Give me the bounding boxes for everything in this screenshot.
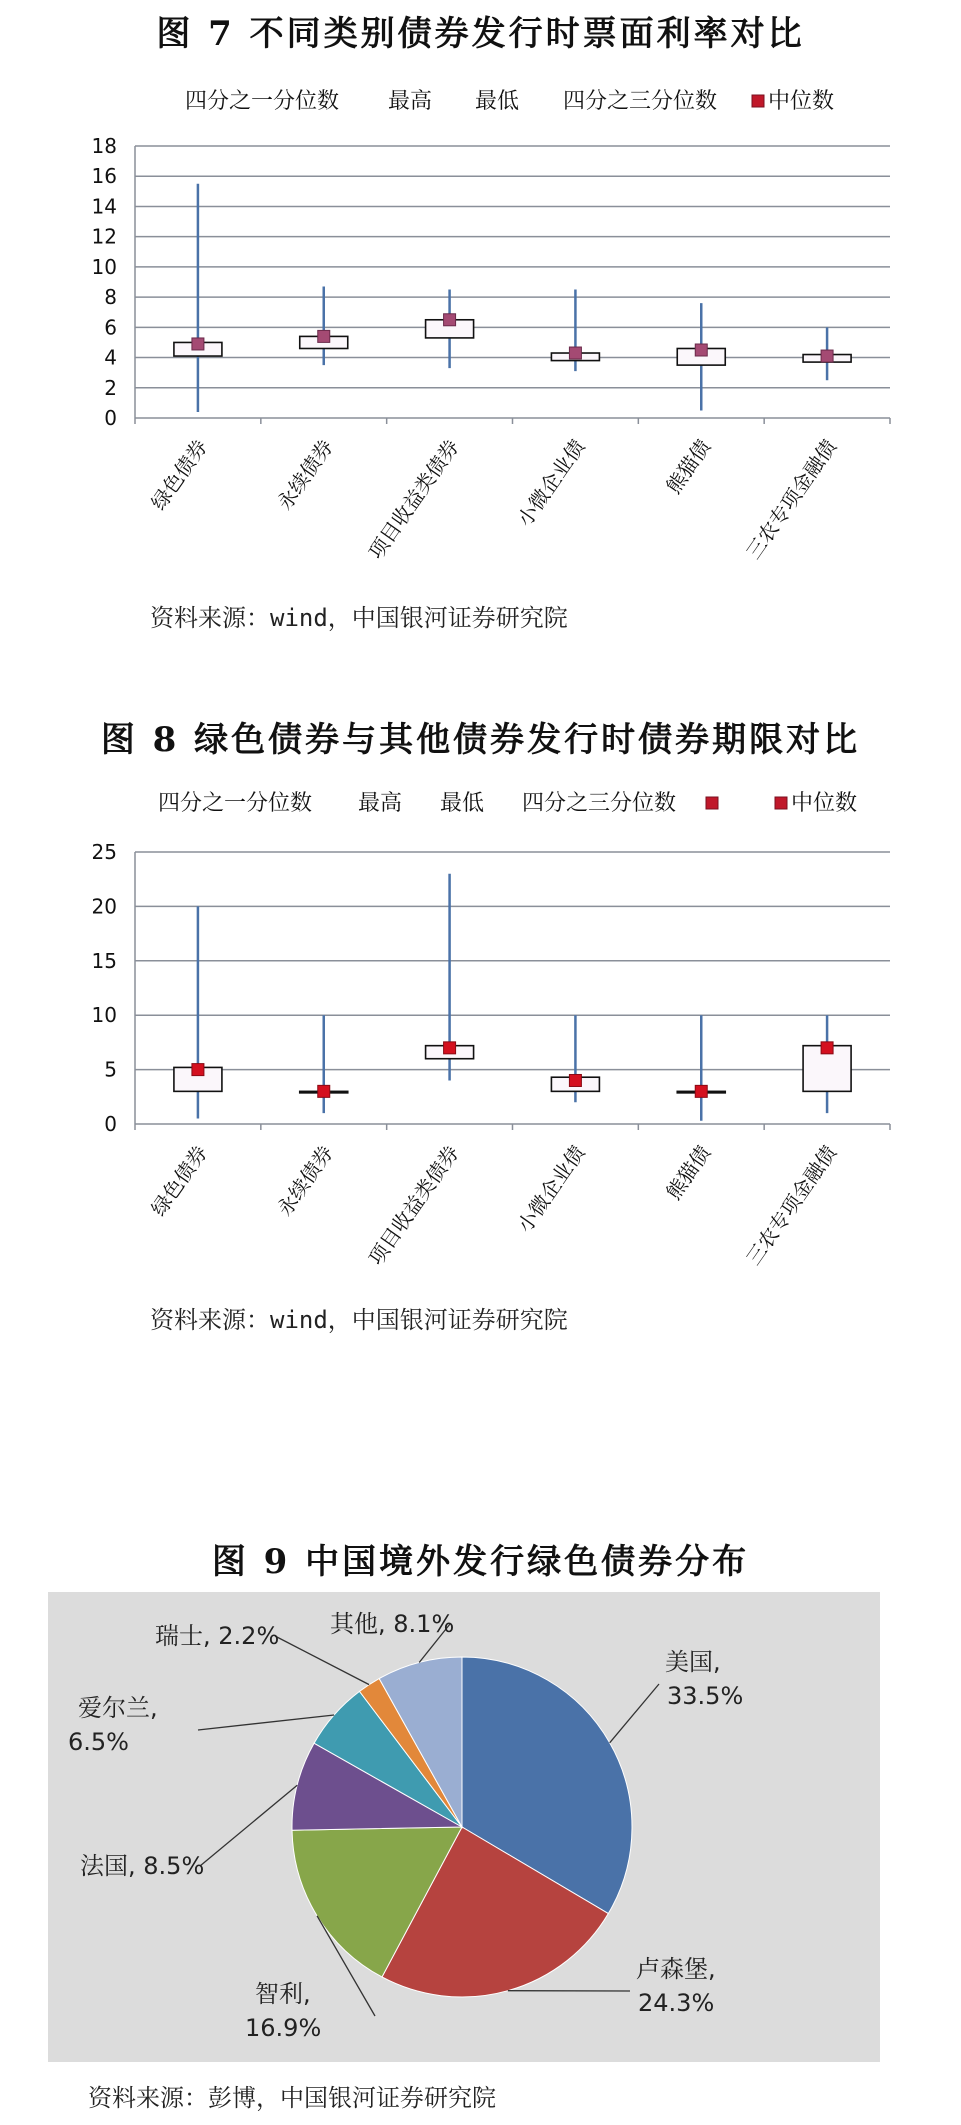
legend [185,89,834,114]
x-tick-label: 绿色债券 [146,435,213,515]
source-note: 资料来源：wind，中国银河证券研究院 [150,1306,568,1334]
x-tick-label: 绿色债券 [146,1141,213,1221]
pie-chart-overseas-green-bonds [0,1592,961,2062]
source-note: 资料来源：彭博，中国银河证券研究院 [88,2084,496,2112]
y-tick-label: 25 [91,840,117,864]
median-marker-0 [192,338,204,350]
legend-item-4: 中位数 [768,89,835,114]
y-tick-label: 16 [91,164,117,189]
median-marker-0 [192,1064,204,1076]
slice-label: 法国, 8.5% [80,1852,205,1880]
legend-item-2: 最低 [475,89,520,114]
x-tick-label: 项目收益类债券 [363,435,464,564]
y-tick-label: 15 [91,948,117,973]
slice-value: 8.1% [385,1610,455,1638]
slice-label: 其他, 8.1% [330,1610,455,1638]
legend-item-2: 最低 [440,791,485,816]
slice-value: 33.5% [667,1682,744,1710]
y-tick-label: 0 [104,406,117,430]
slice-value: 8.5% [135,1852,205,1880]
legend-item-1: 最高 [358,791,403,816]
y-tick-label: 14 [91,194,117,219]
median-marker-1 [318,1085,330,1097]
y-tick-label: 10 [91,1003,117,1028]
median-marker-2 [444,314,456,326]
x-tick-label: 三农专项金融债 [741,1141,842,1270]
y-tick-label: 6 [104,315,117,340]
slice-value: 16.9% [245,2014,322,2042]
x-tick-label: 小微企业债 [512,435,590,531]
median-marker-5 [821,350,833,362]
legend-item-3: 四分之三分位数 [563,89,718,114]
x-tick-label: 熊猫债 [661,1141,716,1205]
median-marker-5 [821,1042,833,1054]
figure-7 [0,0,961,660]
legend [158,791,857,816]
y-tick-label: 5 [104,1057,117,1082]
y-tick-label: 0 [104,1112,117,1136]
slice-label: 美国, [665,1648,721,1676]
y-tick-label: 10 [91,254,117,279]
y-tick-label: 2 [104,375,117,400]
y-tick-label: 12 [91,224,117,249]
slice-value: 24.3% [638,1989,715,2017]
x-tick-label: 三农专项金融债 [741,435,842,564]
x-tick-label: 小微企业债 [512,1141,590,1237]
legend-item-3: 四分之三分位数 [522,791,677,816]
slice-label: 卢森堡, [636,1955,716,1983]
slice-value: 2.2% [210,1622,280,1650]
chart-title: 图 8 绿色债券与其他债券发行时债券期限对比 [100,720,861,760]
median-marker-1 [318,330,330,342]
median-marker-2 [444,1042,456,1054]
median-marker-3 [569,1074,581,1086]
median-marker-4 [695,344,707,356]
chart-title: 图 7 不同类别债券发行时票面利率对比 [156,14,805,54]
slice-value: 6.5% [68,1728,129,1756]
y-tick-label: 4 [104,345,117,370]
source-note: 资料来源：wind，中国银河证券研究院 [150,604,568,632]
median-marker-3 [569,347,581,359]
legend-marker-4 [706,797,718,809]
figure-8 [0,700,961,1360]
box-chart-bond-term [0,782,961,1342]
y-tick-label: 8 [104,285,117,310]
x-tick-label: 永续债券 [272,1141,338,1221]
legend-item-0: 四分之一分位数 [158,791,313,816]
legend-marker-4 [752,95,764,107]
median-marker-4 [695,1085,707,1097]
y-tick-label: 18 [91,134,117,158]
x-tick-label: 熊猫债 [661,435,716,499]
box-chart-coupon-rate [0,80,961,640]
slice-label: 瑞士, 2.2% [155,1622,280,1650]
slice-label: 智利, [255,1980,311,2008]
x-tick-label: 永续债券 [272,435,338,515]
x-tick-label: 项目收益类债券 [363,1141,464,1270]
slice-label: 爱尔兰, [78,1694,158,1722]
legend-item-1: 最高 [388,89,433,114]
figure-9 [0,1500,961,2125]
legend-marker-5 [775,797,787,809]
y-tick-label: 20 [91,894,117,919]
legend-item-0: 四分之一分位数 [185,89,340,114]
legend-item-5: 中位数 [791,791,858,816]
chart-title: 图 9 中国境外发行绿色债券分布 [211,1542,750,1582]
